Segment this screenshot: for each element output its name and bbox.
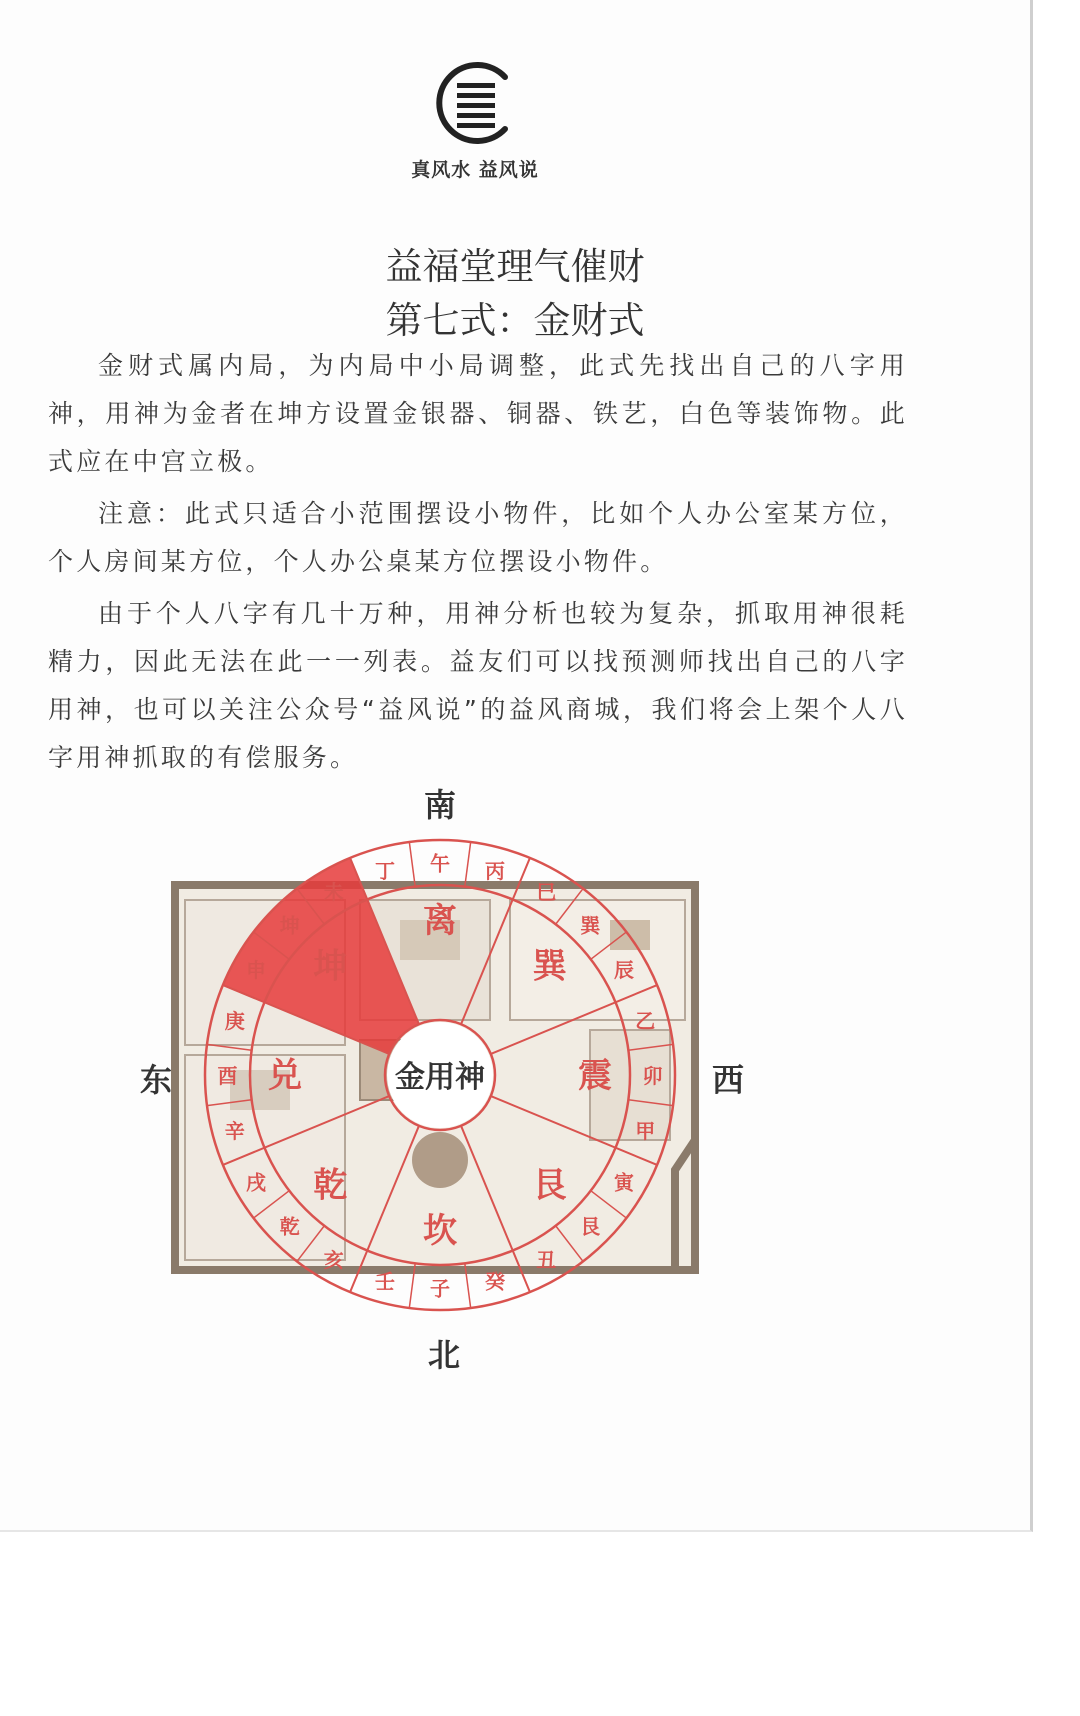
mountain-label: 癸 [484,1269,505,1294]
mountain-label: 巳 [536,879,557,904]
trigram-logo-icon [427,55,523,151]
mountain-label: 申 [245,957,266,982]
trigram-label: 艮 [532,1165,567,1206]
page-title: 益福堂理气催财 [385,245,645,288]
page-subtitle: 第七式：金财式 [385,299,645,342]
mountain-divider [465,842,471,887]
direction-south: 南 [424,786,457,824]
mountain-divider [409,842,415,887]
direction-west: 西 [712,1061,745,1099]
body-text [48,342,908,786]
paragraph: 金财式属内局，为内局中小局调整，此式先找出自己的八字用神，用神为金者在坤方设置金银器、铜器、铁艺，白色等装饰物。此式应在中宫立极。 [48,351,908,476]
direction-north: 北 [428,1336,461,1374]
center-label: 金用神 [395,1060,485,1095]
mountain-label: 未 [323,879,344,904]
trigram-label: 坎 [423,1211,457,1251]
mountain-label: 亥 [323,1248,344,1273]
mountain-label: 坤 [279,913,300,938]
mountain-label: 酉 [217,1064,238,1088]
mountain-label: 艮 [580,1214,601,1239]
mountain-label: 庚 [224,1009,245,1034]
floorplan-compass-diagram [170,851,830,1440]
mountain-label: 乙 [635,1009,656,1034]
mountain-label: 子 [430,1276,450,1301]
trigram-label: 坤 [313,946,348,987]
mountain-label: 午 [430,851,450,876]
mountain-label: 壬 [375,1269,396,1294]
logo [395,55,555,185]
floorplan-compass-svg [170,851,830,1440]
trigram-label: 兑 [268,1056,302,1096]
mountain-label: 甲 [635,1118,656,1143]
mountain-label: 戌 [245,1170,266,1195]
mountain-label: 巽 [580,913,601,938]
paragraph: 由于个人八字有几十万种，用神分析也较为复杂，抓取用神很耗精力，因此无法在此一一列表。益友们可以找预测师找出自己的八字用神，也可以关注公众号“益风说”的益风商城，我们将会上架个人八字用神抓取的有偿服务。 [48,599,908,772]
mountain-label: 丑 [536,1248,557,1273]
trigram-label: 离 [423,901,457,941]
mountain-label: 辛 [224,1118,245,1143]
trigram-label: 巽 [532,946,567,987]
trigram-label: 乾 [313,1165,348,1206]
mountain-label: 丙 [484,858,505,883]
paragraph: 注意：此式只适合小范围摆设小物件，比如个人办公室某方位，个人房间某方位，个人办公桌某方位摆设小物件。 [48,499,908,576]
mountain-label: 辰 [614,957,635,982]
mountain-label: 乾 [279,1214,300,1239]
mountain-label: 丁 [375,858,396,883]
logo-text: 真风水 益风说 [411,159,539,181]
mountain-label: 寅 [614,1170,635,1195]
direction-east: 东 [140,1061,173,1099]
trigram-label: 震 [578,1056,612,1096]
mountain-label: 卯 [642,1064,663,1088]
